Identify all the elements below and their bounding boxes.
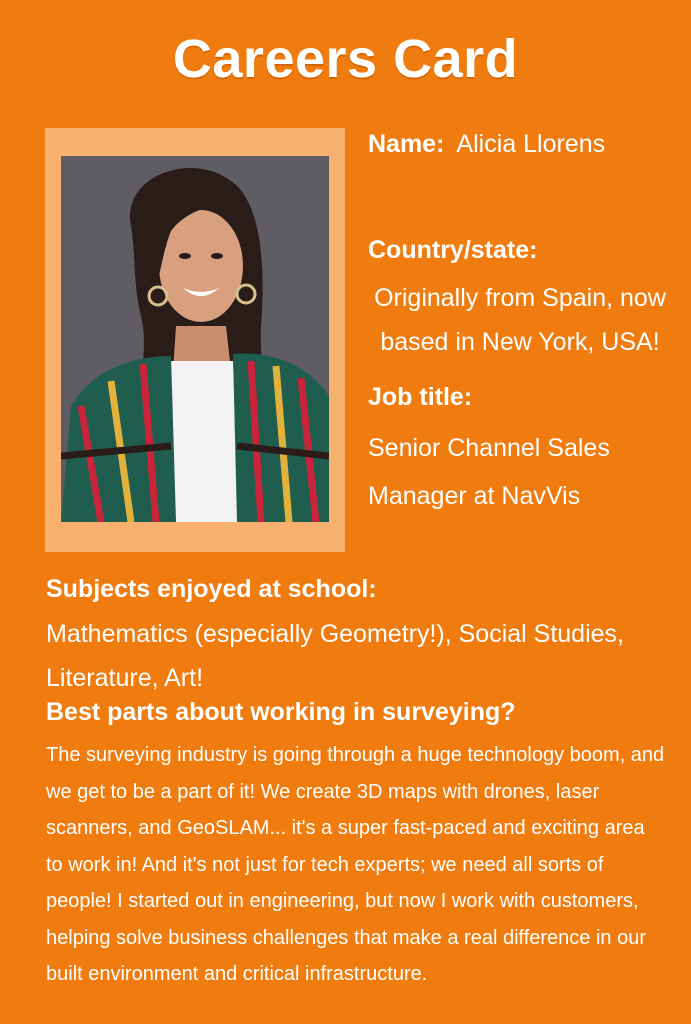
- photo-frame: [45, 128, 345, 552]
- subjects-value: Mathematics (especially Geometry!), Social Studies, Literature, Art!: [46, 620, 624, 692]
- profile-photo: [61, 156, 329, 522]
- job-title-value: Senior Channel Sales Manager at NavVis: [368, 434, 610, 510]
- country-label: Country/state:: [368, 236, 538, 264]
- best-parts-value: The surveying industry is going through a huge technology boom, and we get to be a part of it! We create 3D maps with drones, laser scanners, and GeoSLAM... it's a super fast-paced and exciting area to work in! And it's not just for tech experts; we need all sorts of people! I started out in engineering, but now I work with customers, helping solve business challenges that make a real difference in our built environment and critical infrastructure.: [46, 744, 665, 985]
- country-value: Originally from Spain, now based in New York, USA!: [374, 284, 666, 356]
- name-value: Alicia Llorens: [456, 130, 606, 158]
- portrait-illustration: [61, 156, 329, 522]
- best-parts-label: Best parts about working in surveying?: [46, 698, 516, 726]
- subjects-label: Subjects enjoyed at school:: [46, 575, 377, 603]
- job-title-label: Job title:: [368, 383, 473, 411]
- name-row: [368, 130, 605, 159]
- card-title: Careers Card: [172, 29, 519, 89]
- name-label: Name:: [368, 130, 445, 158]
